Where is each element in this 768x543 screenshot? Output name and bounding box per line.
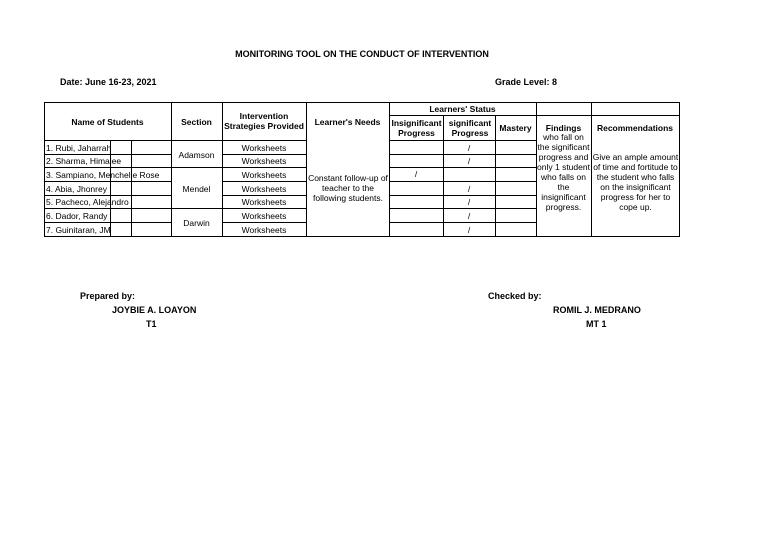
strategy-cell: Worksheets bbox=[241, 184, 287, 194]
col-header-name: Name of Students bbox=[71, 117, 144, 127]
grade-level-label: Grade Level: 8 bbox=[495, 77, 558, 87]
student-name: 5. Pacheco, Alejandro bbox=[46, 197, 129, 207]
col-header-needs: Learner's Needs bbox=[314, 117, 381, 127]
section-cell: Darwin bbox=[183, 218, 210, 228]
significant-mark: / bbox=[467, 156, 471, 166]
strategy-cell: Worksheets bbox=[241, 156, 287, 166]
significant-mark: / bbox=[467, 211, 471, 221]
prepared-by-name: JOYBIE A. LOAYON bbox=[112, 305, 197, 315]
learners-needs-cell: Constant follow-up of teacher to the following students. bbox=[308, 173, 388, 203]
findings-cell: the significant progress and only 1 student who falls on the insignificant progress. bbox=[537, 142, 590, 212]
strategy-cell: Worksheets bbox=[241, 143, 287, 153]
col-header-recommendations: Recommendations bbox=[596, 123, 674, 133]
student-name: 4. Abia, Jhonrey bbox=[46, 184, 107, 194]
prepared-by-label: Prepared by: bbox=[80, 291, 136, 301]
findings-label: who fall on bbox=[543, 132, 584, 142]
date-label: Date: June 16-23, 2021 bbox=[60, 77, 157, 87]
strategy-cell: Worksheets bbox=[241, 211, 287, 221]
checked-by-label: Checked by: bbox=[488, 291, 542, 301]
section-cell: Mendel bbox=[182, 184, 211, 194]
recommendations-cell: Give an ample amount of time and fortitude to the student who falls on the insignificant progress for her to cope up. bbox=[592, 152, 679, 212]
significant-mark: / bbox=[467, 143, 471, 153]
student-name: 3. Sampiano, Menchelle Rose bbox=[46, 170, 160, 180]
strategy-cell: Worksheets bbox=[241, 225, 287, 235]
col-header-learners-status: Learners' Status bbox=[429, 104, 496, 114]
student-name: 6. Dador, Randy bbox=[46, 211, 108, 221]
student-name: 2. Sharma, Himalee bbox=[46, 156, 122, 166]
prepared-by-title: T1 bbox=[146, 319, 157, 329]
strategy-cell: Worksheets bbox=[241, 170, 287, 180]
col-header-section: Section bbox=[181, 117, 212, 127]
significant-mark: / bbox=[467, 184, 471, 194]
strategy-cell: Worksheets bbox=[241, 197, 287, 207]
col-header-mastery: Mastery bbox=[499, 123, 532, 133]
document-title: MONITORING TOOL ON THE CONDUCT OF INTERVENTION bbox=[235, 49, 489, 59]
insignificant-mark: / bbox=[414, 169, 418, 179]
significant-mark: / bbox=[467, 225, 471, 235]
col-header-findings: Findings bbox=[545, 123, 582, 133]
student-name: 1. Rubi, Jaharrah bbox=[46, 143, 112, 153]
significant-mark: / bbox=[467, 197, 471, 207]
student-name: 7. Guinitaran, JM bbox=[46, 225, 111, 235]
section-cell: Adamson bbox=[178, 150, 215, 160]
col-header-strategies: Intervention Strategies Provided bbox=[224, 111, 304, 131]
col-header-significant: significant Progress bbox=[448, 118, 492, 138]
col-header-insignificant: Insignificant Progress bbox=[391, 118, 442, 138]
checked-by-name: ROMIL J. MEDRANO bbox=[553, 305, 641, 315]
checked-by-title: MT 1 bbox=[586, 319, 607, 329]
